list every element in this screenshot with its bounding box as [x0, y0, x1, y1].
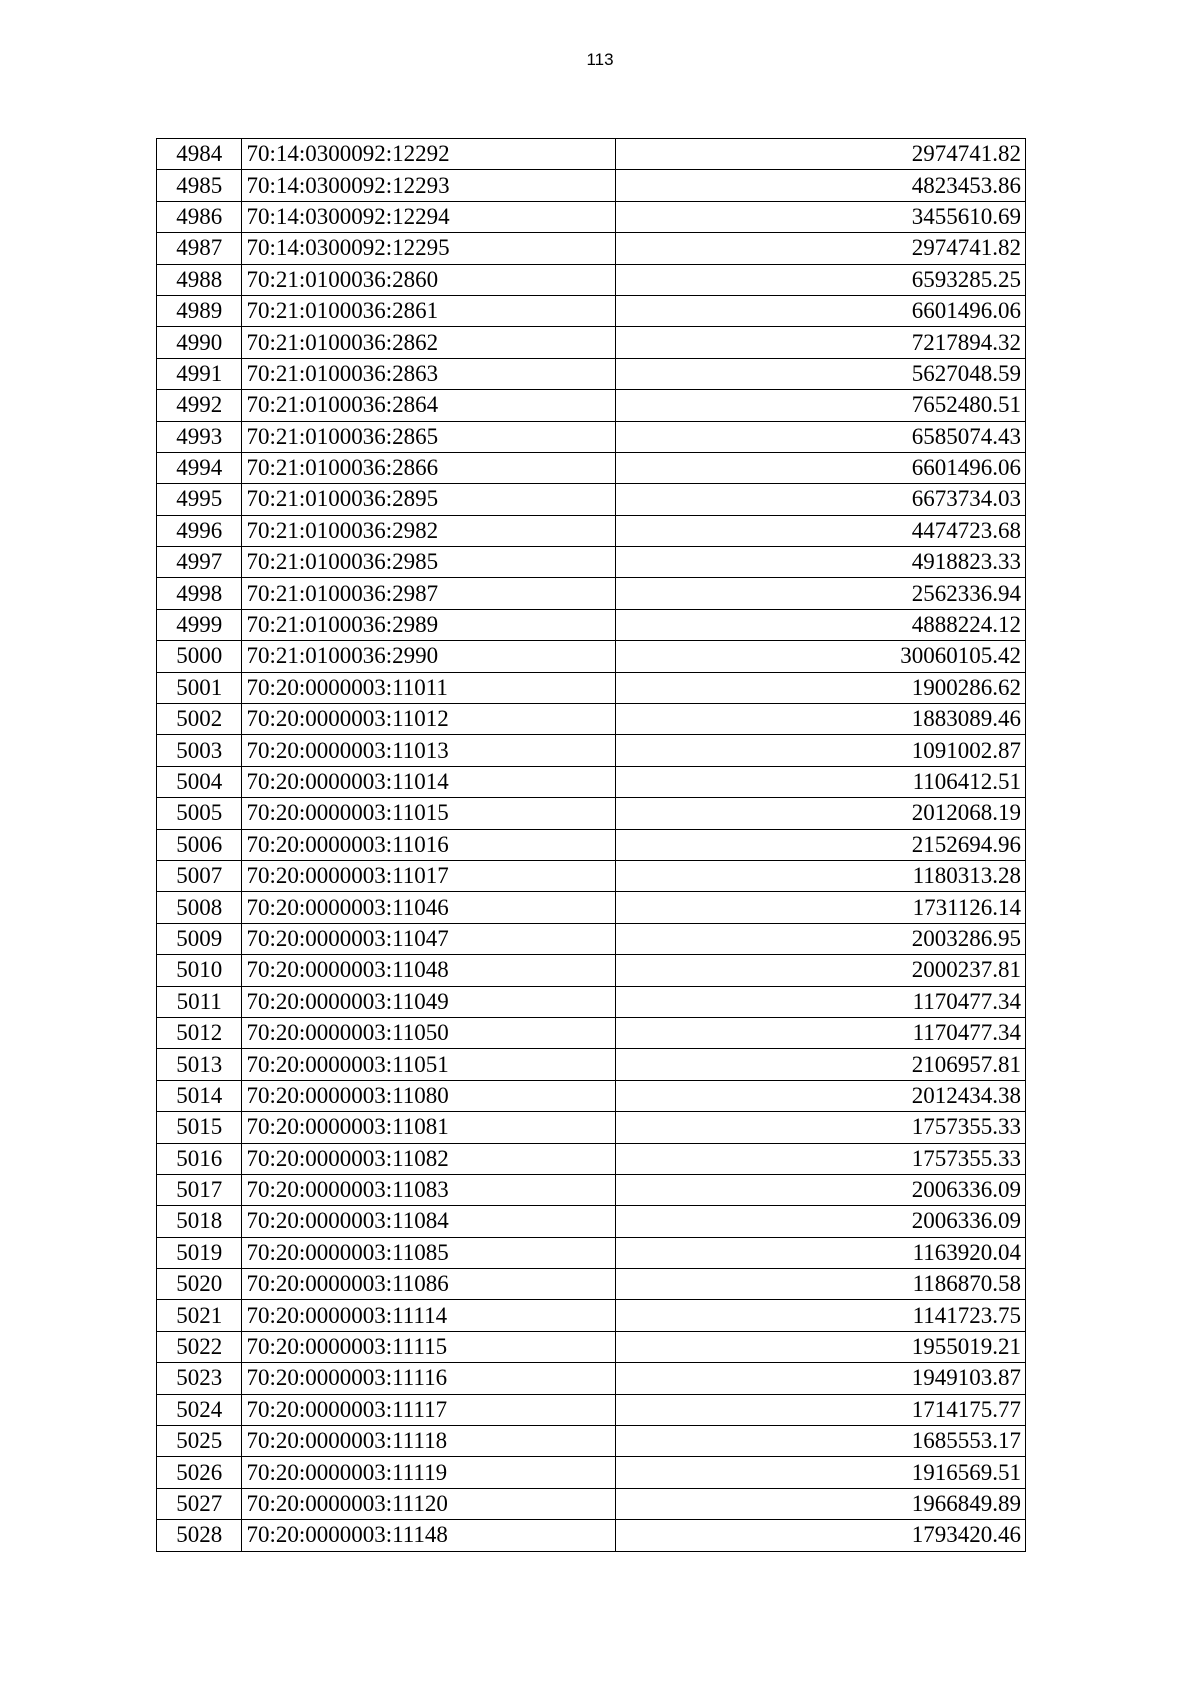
value-cell: 4823453.86 — [615, 170, 1025, 201]
row-number-cell: 4998 — [157, 578, 242, 609]
value-cell: 2974741.82 — [615, 233, 1025, 264]
value-cell: 2003286.95 — [615, 923, 1025, 954]
cadastral-number-cell: 70:20:0000003:11116 — [242, 1363, 615, 1394]
value-cell: 1757355.33 — [615, 1112, 1025, 1143]
row-number-cell: 4996 — [157, 515, 242, 546]
cadastral-number-cell: 70:21:0100036:2864 — [242, 390, 615, 421]
table-row — [157, 923, 1026, 954]
value-cell: 2974741.82 — [615, 139, 1025, 170]
row-number-cell: 5021 — [157, 1300, 242, 1331]
cadastral-number-cell: 70:20:0000003:11046 — [242, 892, 615, 923]
value-cell: 1091002.87 — [615, 735, 1025, 766]
row-number-cell: 4984 — [157, 139, 242, 170]
value-cell: 2006336.09 — [615, 1174, 1025, 1205]
row-number-cell: 5007 — [157, 860, 242, 891]
row-number-cell: 5009 — [157, 923, 242, 954]
row-number-cell: 4994 — [157, 452, 242, 483]
cadastral-number-cell: 70:20:0000003:11114 — [242, 1300, 615, 1331]
table-row — [157, 1017, 1026, 1048]
cadastral-number-cell: 70:20:0000003:11118 — [242, 1426, 615, 1457]
table-row — [157, 955, 1026, 986]
cadastral-number-cell: 70:20:0000003:11048 — [242, 955, 615, 986]
value-cell: 6601496.06 — [615, 452, 1025, 483]
row-number-cell: 5019 — [157, 1237, 242, 1268]
cadastral-number-cell: 70:20:0000003:11084 — [242, 1206, 615, 1237]
cadastral-number-cell: 70:21:0100036:2860 — [242, 264, 615, 295]
value-cell: 1180313.28 — [615, 860, 1025, 891]
table-row — [157, 578, 1026, 609]
cadastral-number-cell: 70:20:0000003:11047 — [242, 923, 615, 954]
value-cell: 1793420.46 — [615, 1520, 1025, 1551]
cadastral-number-cell: 70:20:0000003:11085 — [242, 1237, 615, 1268]
cadastral-number-cell: 70:21:0100036:2866 — [242, 452, 615, 483]
row-number-cell: 5000 — [157, 641, 242, 672]
table-row — [157, 986, 1026, 1017]
row-number-cell: 4990 — [157, 327, 242, 358]
cadastral-number-cell: 70:21:0100036:2987 — [242, 578, 615, 609]
value-cell: 1141723.75 — [615, 1300, 1025, 1331]
cadastral-number-cell: 70:21:0100036:2990 — [242, 641, 615, 672]
row-number-cell: 5024 — [157, 1394, 242, 1425]
cadastral-number-cell: 70:21:0100036:2865 — [242, 421, 615, 452]
table-row — [157, 892, 1026, 923]
table-row — [157, 264, 1026, 295]
cadastral-number-cell: 70:21:0100036:2895 — [242, 484, 615, 515]
value-cell: 2106957.81 — [615, 1049, 1025, 1080]
value-cell: 1685553.17 — [615, 1426, 1025, 1457]
row-number-cell: 4993 — [157, 421, 242, 452]
row-number-cell: 5012 — [157, 1017, 242, 1048]
row-number-cell: 5008 — [157, 892, 242, 923]
value-cell: 1966849.89 — [615, 1488, 1025, 1519]
row-number-cell: 4988 — [157, 264, 242, 295]
row-number-cell: 5001 — [157, 672, 242, 703]
table-row — [157, 1206, 1026, 1237]
value-cell: 4888224.12 — [615, 609, 1025, 640]
cadastral-number-cell: 70:21:0100036:2989 — [242, 609, 615, 640]
value-cell: 3455610.69 — [615, 201, 1025, 232]
row-number-cell: 4985 — [157, 170, 242, 201]
table-row — [157, 1269, 1026, 1300]
cadastral-number-cell: 70:20:0000003:11016 — [242, 829, 615, 860]
value-cell: 2000237.81 — [615, 955, 1025, 986]
row-number-cell: 5020 — [157, 1269, 242, 1300]
cadastral-value-table — [156, 138, 1026, 1552]
value-cell: 2012434.38 — [615, 1080, 1025, 1111]
table-row — [157, 295, 1026, 326]
table-body — [157, 139, 1026, 1552]
table-row — [157, 390, 1026, 421]
cadastral-number-cell: 70:20:0000003:11050 — [242, 1017, 615, 1048]
row-number-cell: 4987 — [157, 233, 242, 264]
table-row — [157, 1520, 1026, 1551]
table-row — [157, 1457, 1026, 1488]
table-row — [157, 704, 1026, 735]
row-number-cell: 5027 — [157, 1488, 242, 1519]
cadastral-number-cell: 70:20:0000003:11086 — [242, 1269, 615, 1300]
row-number-cell: 5006 — [157, 829, 242, 860]
value-cell: 1916569.51 — [615, 1457, 1025, 1488]
row-number-cell: 4995 — [157, 484, 242, 515]
cadastral-number-cell: 70:21:0100036:2862 — [242, 327, 615, 358]
cadastral-number-cell: 70:20:0000003:11049 — [242, 986, 615, 1017]
row-number-cell: 5011 — [157, 986, 242, 1017]
table-row — [157, 1394, 1026, 1425]
value-cell: 1106412.51 — [615, 766, 1025, 797]
value-cell: 2152694.96 — [615, 829, 1025, 860]
cadastral-number-cell: 70:21:0100036:2861 — [242, 295, 615, 326]
value-cell: 7652480.51 — [615, 390, 1025, 421]
value-cell: 1900286.62 — [615, 672, 1025, 703]
value-cell: 2006336.09 — [615, 1206, 1025, 1237]
table-row — [157, 515, 1026, 546]
value-cell: 1714175.77 — [615, 1394, 1025, 1425]
table-row — [157, 201, 1026, 232]
value-cell: 6585074.43 — [615, 421, 1025, 452]
cadastral-number-cell: 70:20:0000003:11080 — [242, 1080, 615, 1111]
value-cell: 1170477.34 — [615, 986, 1025, 1017]
value-cell: 6593285.25 — [615, 264, 1025, 295]
row-number-cell: 5015 — [157, 1112, 242, 1143]
page-number: 113 — [586, 50, 614, 69]
value-cell: 6601496.06 — [615, 295, 1025, 326]
value-cell: 1186870.58 — [615, 1269, 1025, 1300]
table-row — [157, 1049, 1026, 1080]
table-row — [157, 1488, 1026, 1519]
row-number-cell: 5018 — [157, 1206, 242, 1237]
row-number-cell: 5016 — [157, 1143, 242, 1174]
value-cell: 4918823.33 — [615, 547, 1025, 578]
cadastral-number-cell: 70:21:0100036:2985 — [242, 547, 615, 578]
value-cell: 5627048.59 — [615, 358, 1025, 389]
cadastral-number-cell: 70:20:0000003:11015 — [242, 798, 615, 829]
cadastral-number-cell: 70:20:0000003:11013 — [242, 735, 615, 766]
value-cell: 30060105.42 — [615, 641, 1025, 672]
cadastral-number-cell: 70:14:0300092:12295 — [242, 233, 615, 264]
cadastral-number-cell: 70:20:0000003:11119 — [242, 1457, 615, 1488]
row-number-cell: 4992 — [157, 390, 242, 421]
row-number-cell: 5017 — [157, 1174, 242, 1205]
cadastral-number-cell: 70:20:0000003:11083 — [242, 1174, 615, 1205]
table-row — [157, 547, 1026, 578]
table-row — [157, 1080, 1026, 1111]
cadastral-number-cell: 70:21:0100036:2863 — [242, 358, 615, 389]
value-cell: 1170477.34 — [615, 1017, 1025, 1048]
row-number-cell: 5023 — [157, 1363, 242, 1394]
row-number-cell: 5004 — [157, 766, 242, 797]
row-number-cell: 4989 — [157, 295, 242, 326]
row-number-cell: 5013 — [157, 1049, 242, 1080]
row-number-cell: 4991 — [157, 358, 242, 389]
cadastral-number-cell: 70:20:0000003:11081 — [242, 1112, 615, 1143]
table-row — [157, 829, 1026, 860]
table-row — [157, 1426, 1026, 1457]
value-cell: 1163920.04 — [615, 1237, 1025, 1268]
table-row — [157, 327, 1026, 358]
table-row — [157, 1331, 1026, 1362]
row-number-cell: 5005 — [157, 798, 242, 829]
table-row — [157, 1300, 1026, 1331]
table-row — [157, 484, 1026, 515]
cadastral-number-cell: 70:20:0000003:11082 — [242, 1143, 615, 1174]
cadastral-number-cell: 70:20:0000003:11117 — [242, 1394, 615, 1425]
table-row — [157, 641, 1026, 672]
cadastral-number-cell: 70:20:0000003:11120 — [242, 1488, 615, 1519]
row-number-cell: 5010 — [157, 955, 242, 986]
table-row — [157, 609, 1026, 640]
cadastral-number-cell: 70:14:0300092:12292 — [242, 139, 615, 170]
row-number-cell: 5026 — [157, 1457, 242, 1488]
row-number-cell: 5028 — [157, 1520, 242, 1551]
value-cell: 6673734.03 — [615, 484, 1025, 515]
cadastral-number-cell: 70:20:0000003:11051 — [242, 1049, 615, 1080]
value-cell: 7217894.32 — [615, 327, 1025, 358]
row-number-cell: 5003 — [157, 735, 242, 766]
value-cell: 2562336.94 — [615, 578, 1025, 609]
value-cell: 1731126.14 — [615, 892, 1025, 923]
table-row — [157, 1112, 1026, 1143]
table-row — [157, 1363, 1026, 1394]
value-cell: 2012068.19 — [615, 798, 1025, 829]
cadastral-number-cell: 70:14:0300092:12294 — [242, 201, 615, 232]
table-row — [157, 170, 1026, 201]
table-row — [157, 735, 1026, 766]
value-cell: 4474723.68 — [615, 515, 1025, 546]
table-row — [157, 1237, 1026, 1268]
value-cell: 1949103.87 — [615, 1363, 1025, 1394]
row-number-cell: 4999 — [157, 609, 242, 640]
cadastral-number-cell: 70:20:0000003:11115 — [242, 1331, 615, 1362]
cadastral-number-cell: 70:14:0300092:12293 — [242, 170, 615, 201]
table-row — [157, 672, 1026, 703]
row-number-cell: 4997 — [157, 547, 242, 578]
cadastral-number-cell: 70:20:0000003:11014 — [242, 766, 615, 797]
cadastral-number-cell: 70:20:0000003:11017 — [242, 860, 615, 891]
table-row — [157, 421, 1026, 452]
row-number-cell: 5025 — [157, 1426, 242, 1457]
cadastral-number-cell: 70:20:0000003:11012 — [242, 704, 615, 735]
value-cell: 1883089.46 — [615, 704, 1025, 735]
table-row — [157, 1174, 1026, 1205]
table-row — [157, 358, 1026, 389]
cadastral-number-cell: 70:21:0100036:2982 — [242, 515, 615, 546]
row-number-cell: 5014 — [157, 1080, 242, 1111]
cadastral-number-cell: 70:20:0000003:11011 — [242, 672, 615, 703]
row-number-cell: 4986 — [157, 201, 242, 232]
cadastral-number-cell: 70:20:0000003:11148 — [242, 1520, 615, 1551]
table-row — [157, 139, 1026, 170]
table-row — [157, 798, 1026, 829]
table-row — [157, 1143, 1026, 1174]
row-number-cell: 5002 — [157, 704, 242, 735]
value-cell: 1757355.33 — [615, 1143, 1025, 1174]
row-number-cell: 5022 — [157, 1331, 242, 1362]
table-row — [157, 766, 1026, 797]
table-row — [157, 860, 1026, 891]
table-row — [157, 233, 1026, 264]
table-row — [157, 452, 1026, 483]
value-cell: 1955019.21 — [615, 1331, 1025, 1362]
